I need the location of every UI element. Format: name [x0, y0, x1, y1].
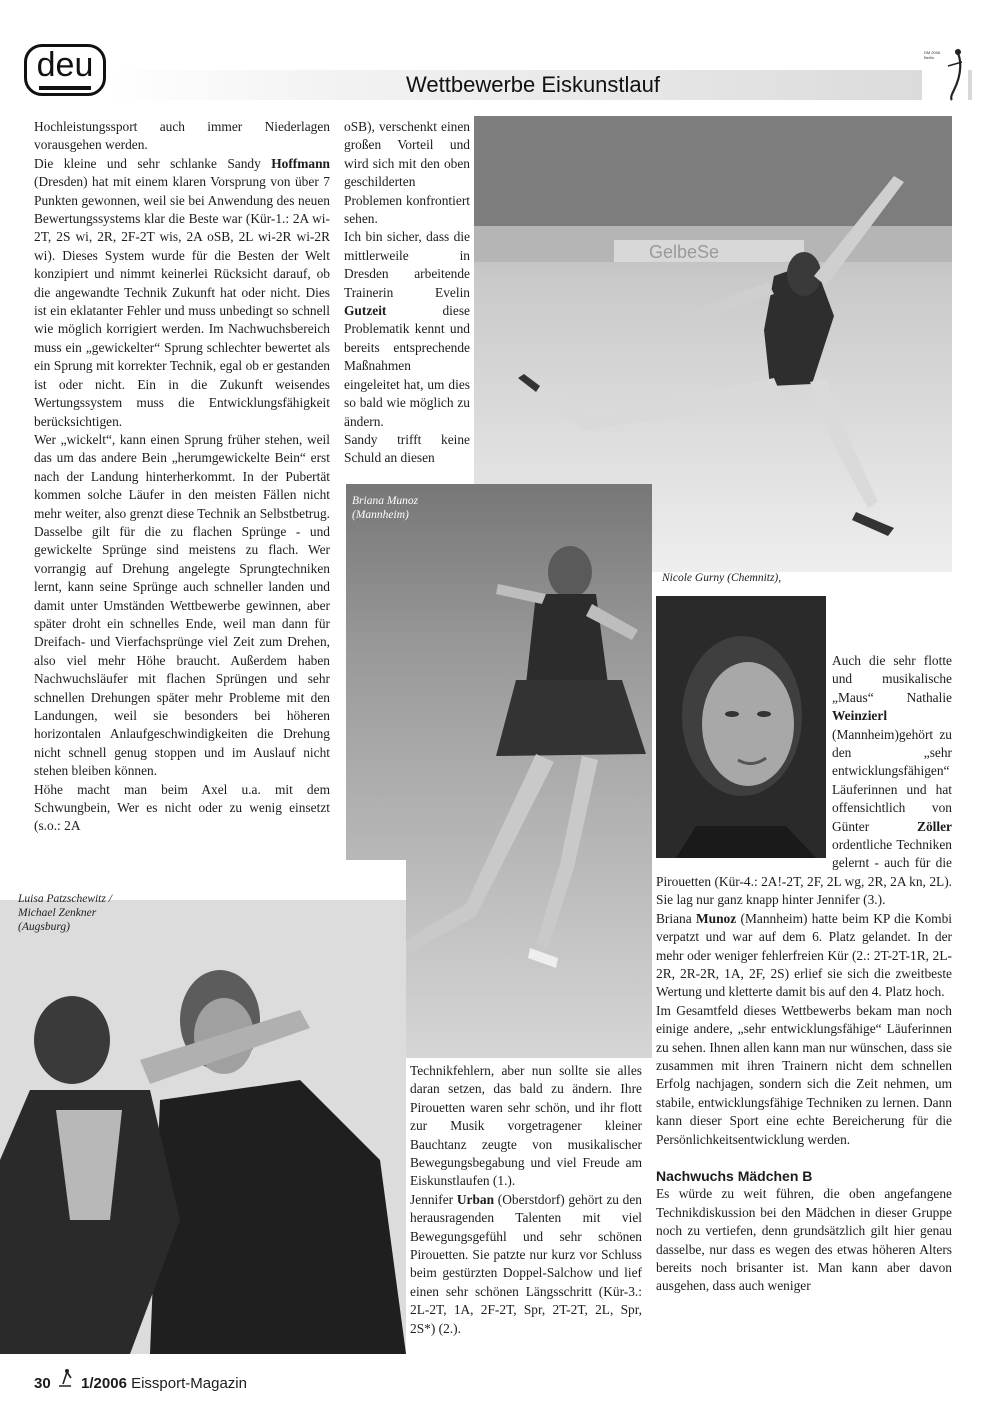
paragraph: Sandy trifft keine Schuld an diesen [344, 431, 470, 466]
banner-text: GelbeSe [649, 242, 720, 262]
paragraph: oSB), verschenkt einen großen Vorteil und wird sich mit den oben geschilderten Problemen konfrontiert sehen. [344, 119, 470, 227]
paragraph: Es würde zu weit führen, die oben angefangene Technikdiskussion bei den Mädchen in dieser Gruppe noch zu vertiefen, denn grundsätzlich gilt hier genau dasselbe, nur dass es wegen des etwas höheren Alters bereits noch brisanter ist. Man kann aber davon ausgehen, dass auch weniger [656, 1186, 952, 1294]
coach-name: Gutzeit [344, 303, 387, 319]
issue-number: 1/2006 [81, 1375, 127, 1392]
paragraph: Im Gesamtfeld dieses Wettbewerbs bekam man noch einige andere, „sehr entwicklungsfähige“ Läuferinnen zu sehen. Ihnen allen kann man nur wünschen, dass sie zusammen mit ihren Trainern nicht dem schnellen Erfolg nachjagen, sondern sich die Zeit nehmen, um stabile, entwicklungsfähige Techniken zu lernen. Dann kann dieser Sport eine echte Bereicherung für die Persönlichkeitsentwicklung werden. [656, 1002, 952, 1147]
magazine-name: Eissport-Magazin [131, 1375, 247, 1392]
section-heading: Nachwuchs Mädchen B [656, 1167, 813, 1184]
skater-name: Hoffmann [271, 155, 330, 171]
caption-luisa: Luisa Patzschewitz / Michael Zenkner (Augsburg) [18, 893, 112, 933]
skater-name: Weinzierl [832, 708, 888, 724]
paragraph: Hochleistungssport auch immer Niederlagen vorausgehen werden. [34, 119, 330, 153]
column-mid-bottom [410, 1062, 642, 1338]
paragraph: Die kleine und sehr schlanke Sandy Hoffmann (Dresden) hat mit einem klaren Vorsprung von über 7 Punkten gewonnen, weil sie bei Anwendung des neuen Bewertungssystems klar die Beste war (Kür-1.: 2A wi-2T, 2S wi, 2R, 2F-2T wis, 2A oSB, 2L wi-2R wi-2R wi). Dieses System wurde für die Besten der Welt konzipiert und nimmt keinerlei Rücksicht darauf, ob die angewandte Technik Zukunft hat oder nicht. Dies ist ein eklatanter Fehler und muss unbedingt so schnell wie möglich korrigiert werden. Im Nachwuchsbereich muss ein „gewickelter“ Sprung schlechter bewertet als ein Sprung mit korrekter Technik, egal ob er gestanden ist oder nicht. Ein in die Zukunft weisendes Wertungssystem muss die Entwicklungsfähigkeit berücksichtigen. [34, 155, 330, 429]
caption-briana: Briana Munoz (Mannheim) [352, 495, 419, 521]
column-right [656, 652, 952, 1296]
skater-name: Urban [456, 1191, 495, 1207]
portrait-float-spacer [656, 652, 832, 858]
paragraph: Ich bin sicher, dass die mittlerweile in Dresden arbeitende Trainerin Evelin Gutzeit diese Problematik kennt und bereits entsprechende Maßnahmen eingeleitet hat, um dies so bald wie möglich zu ändern. [344, 229, 470, 429]
photo-dance-couple [0, 860, 406, 1354]
paragraph: Auch die sehr flotte und musikalische „Maus“ Nathalie Weinzierl (Mannheim)gehört zu den „sehr entwicklungsfähigen“ Läuferinnen und hat offensichtlich von Günter Zöller ordentliche Techniken gelernt - auch für die Pirouetten (Kür-4.: 2A!-2T, 2F, 2L wg, 2R, 2A kn, 2L). Sie lag nur ganz knapp hinter Jennifer (3.). [656, 653, 952, 908]
column-left [34, 118, 330, 836]
page-footer [34, 1368, 247, 1392]
event-emblem [922, 44, 968, 102]
caption-nicole: Nicole Gurny (Chemnitz), [662, 572, 782, 584]
skater-name: Munoz [696, 910, 737, 926]
paragraph: Höhe macht man beim Axel u.a. mit dem Schwungbein, Wer es nicht oder zu wenig einsetzt (s.o.: 2A [34, 781, 330, 834]
coach-name: Zöller [917, 818, 952, 834]
column-mid-top [344, 118, 470, 468]
logo-text: deu [36, 46, 94, 84]
paragraph: Wer „wickelt“, kann einen Sprung früher stehen, weil das um das andere Bein „herumgewickelte Bein“ erst nach der Landung hinterherkommt. In der Pubertät kommen solche Läufer in den meisten Fällen nicht mehr weiter, also grenzt diese Technik an Selbstbetrug. Dasselbe gilt für die zu flachen Sprünge - und gewickelte Sprünge sind meistens zu flach. Wer vorrangig auf Drehung angelegte Sprungtechniken lernt, kann seine Sprünge auch schneller landen und damit unter Umständen Wettbewerbe gewinnen, aber später droht ein schnelles Ende, weil man dann für Dreifach- und Vierfachsprünge viel Zeit zum Drehen, also viel mehr Höhe braucht. Außerdem haben Nachwuchsläufer mit flachen Sprüngen und sehr schnellen Drehungen später mehr Probleme mit den Landungen, weil sie besonders bei höheren horizontalen Anlaufgeschwindigkeiten die Drehung nicht schnell genug stoppen und im Auslauf nicht stehen bleiben können. [34, 431, 330, 779]
paragraph: Technikfehlern, aber nun sollte sie alles daran setzen, das bald zu ändern. Ihre Pirouetten waren sehr schön, und ihr flott zur Musik vorgetragener kleiner Bauchtanz zeugte von musikalischer Bewegungsbegabung und viel Freude am Eiskunstlaufen (1.). [410, 1063, 642, 1189]
page-number: 30 [34, 1375, 51, 1392]
skater-footer-icon [55, 1368, 77, 1392]
page-title: Wettbewerbe Eiskunstlauf [406, 72, 660, 97]
paragraph: Briana Munoz (Mannheim) hatte beim KP die Kombi verpatzt und war auf dem 6. Platz gelandet. In der mehr oder weniger fehlerfreien Kür (2.: 2T-2T-1R, 2L-2R, 2R-2R, 1A, 2F, 2S) erlief sie sich die zweitbeste Wertung und kletterte damit bis auf den 4. Platz hoch. [656, 910, 952, 1000]
dance-couple-photo [0, 860, 406, 1354]
paragraph: Jennifer Urban (Oberstdorf) gehört zu den herausragenden Talenten mit viel Bewegungsgefühl und sehr schönen Pirouetten. Sie patzte nur kurz vor Schluss beim gestürzten Doppel-Salchow und lief einen sehr schönen Längsschritt (Kür-3.: 2L-2T, 1A, 2F-2T, Spr, 2T-2T, 2L, Spr, 2S*) (2.). [410, 1191, 642, 1336]
logo-underline [39, 86, 91, 90]
deu-logo [24, 44, 106, 96]
emblem-text: DM 2006 Berlin [924, 50, 941, 60]
